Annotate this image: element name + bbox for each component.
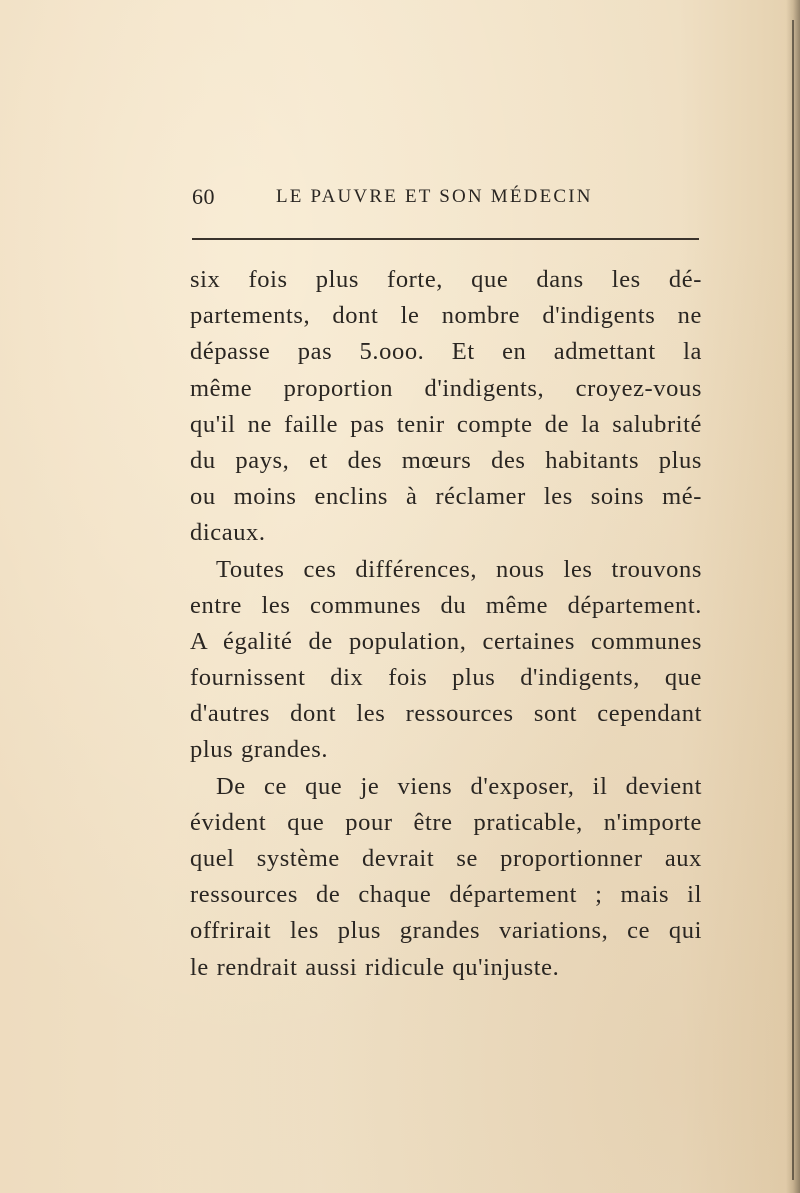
page-number: 60 [192,184,215,209]
text-line: d'autres dont les ressources sont cependant [190,700,702,728]
text-line: quel système devrait se proportionner aux [190,845,702,872]
text-line: ressources de chaque département ; mais il [190,881,702,909]
text-line: le rendrait aussi ridicule qu'injuste. [190,953,560,981]
text-line: ou moins enclins à réclamer les soins mé- [190,483,702,511]
text-line: A égalité de population, certaines communes [190,627,702,655]
text-line: même proportion d'indigents, croyez-vous [190,374,702,402]
header-rule [192,238,699,240]
page-header [192,180,700,214]
text-line: dicaux. [190,519,266,547]
text-line: fournissent dix fois plus d'indigents, que [190,664,702,692]
text-line: qu'il ne faille pas tenir compte de la salubrité [190,410,702,438]
text-line: entre les communes du même département. [190,591,702,619]
text-line: plus grandes. [190,736,329,764]
running-title: LE PAUVRE ET SON MÉDECIN [276,186,593,207]
text-line: dépasse pas 5.ooo. Et en admettant la [190,338,702,366]
text-line: offrirait les plus grandes variations, ce qui [190,917,702,945]
body-text [190,262,702,986]
text-line: six fois plus forte, que dans les dé- [190,266,702,293]
text-line: partements, dont le nombre d'indigents ne [190,302,702,330]
text-line: Toutes ces différences, nous les trouvons [216,555,702,583]
page-edge-line [792,20,794,1180]
text-line: De ce que je viens d'exposer, il devient [216,772,702,800]
paragraph [190,552,702,769]
text-line: du pays, et des mœurs des habitants plus [190,446,702,474]
text-line: évident que pour être praticable, n'importe [190,808,702,836]
paragraph [190,769,702,986]
paragraph [190,262,702,552]
